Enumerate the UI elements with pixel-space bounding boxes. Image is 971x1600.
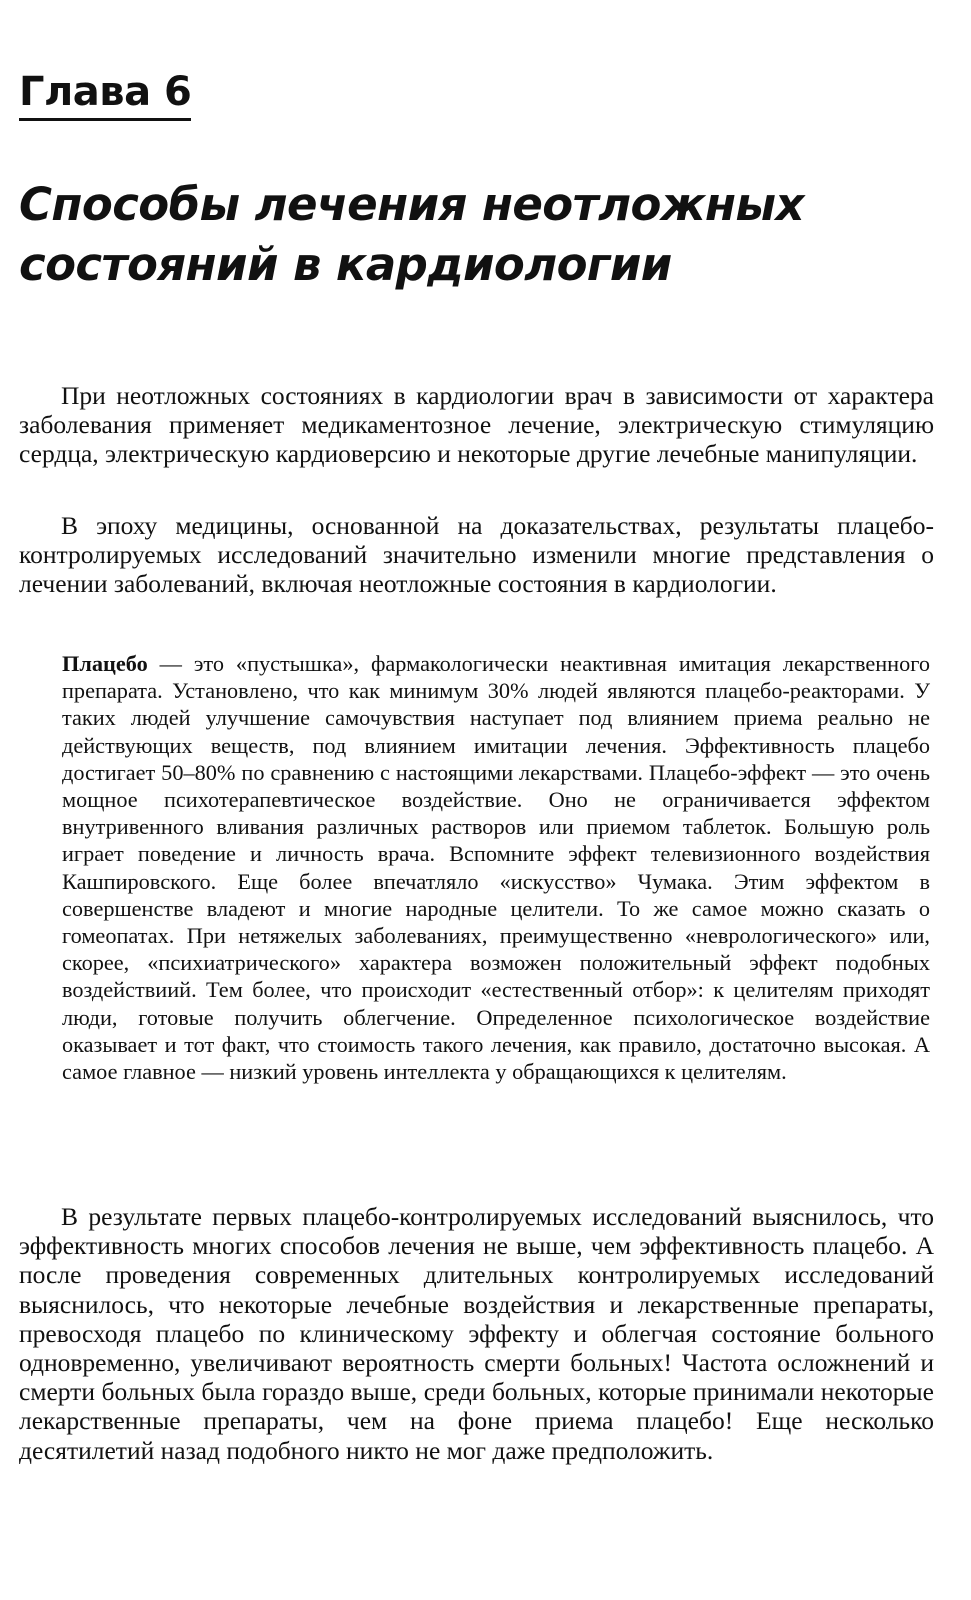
intro-paragraph: При неотложных состояниях в кардиологии врач в зависимости от характера заболевания применяет медикаментозное лечение, электрическую стимуляцию сердца, электрическую кардиоверсию и некоторые другие лечебные манипуляции. bbox=[19, 381, 934, 469]
placebo-term: Плацебо bbox=[62, 651, 148, 676]
evidence-paragraph: В эпоху медицины, основанной на доказательствах, результаты плацебо-контролируемых исследований значительно изменили многие представления о лечении заболеваний, включая неотложные состояния в кардиологии. bbox=[19, 511, 934, 599]
placebo-definition: — это «пустышка», фармакологически неактивная имитация лекарственного препарата. Установлено, что как минимум 30% людей являются плацебо-реакторами. У таких людей улучшение самочувствия наступает под влиянием приема реально не действующих веществ, под влиянием имитации лечения. Эффективность плацебо достигает 50–80% по сравнению с настоящими лекарствами. Плацебо-эффект — это очень мощное психотерапевтическое воздействие. Оно не ограничивается эффектом внутривенного вливания различных растворов или приемом таблеток. Большую роль играет поведение и личность врача. Вспомните эффект телевизионного воздействия Кашпировского. Еще более впечатляло «искусство» Чумака. Этим эффектом в совершенстве владеют и многие народные целители. То же самое можно сказать о гомеопатах. При нетяжелых заболеваниях, преимущественно «неврологического» или, скорее, «психиатрического» характера возможен положительный эффект подобных воздействиий. Тем более, что происходит «естественный отбор»: к целителям приходят люди, готовые получить облегчение. Определенное психологическое воздействие оказывает и тот факт, что стоимость такого лечения, как правило, достаточно высокая. А самое главное — низкий уровень интеллекта у обращающихся к целителям. bbox=[62, 651, 930, 1085]
placebo-note bbox=[62, 650, 930, 1085]
results-paragraph: В результате первых плацебо-контролируемых исследований выяснилось, что эффективность многих способов лечения не выше, чем эффективность плацебо. А после проведения современных длительных контролируемых исследований выяснилось, что некоторые лечебные воздействия и лекарственные препараты, превосходя плацебо по клиническому эффекту и облегчая состояние больного одновременно, увеличивают вероятность смерти больных! Частота осложнений и смерти больных была гораздо выше, среди больных, которые принимали некоторые лекарственные препараты, чем на фоне приема плацебо! Еще несколько десятилетий назад подобного никто не мог даже предположить. bbox=[19, 1202, 934, 1465]
chapter-label: Глава 6 bbox=[19, 68, 191, 121]
chapter-title: Способы лечения неотложных состояний в кардиологии bbox=[19, 178, 804, 291]
